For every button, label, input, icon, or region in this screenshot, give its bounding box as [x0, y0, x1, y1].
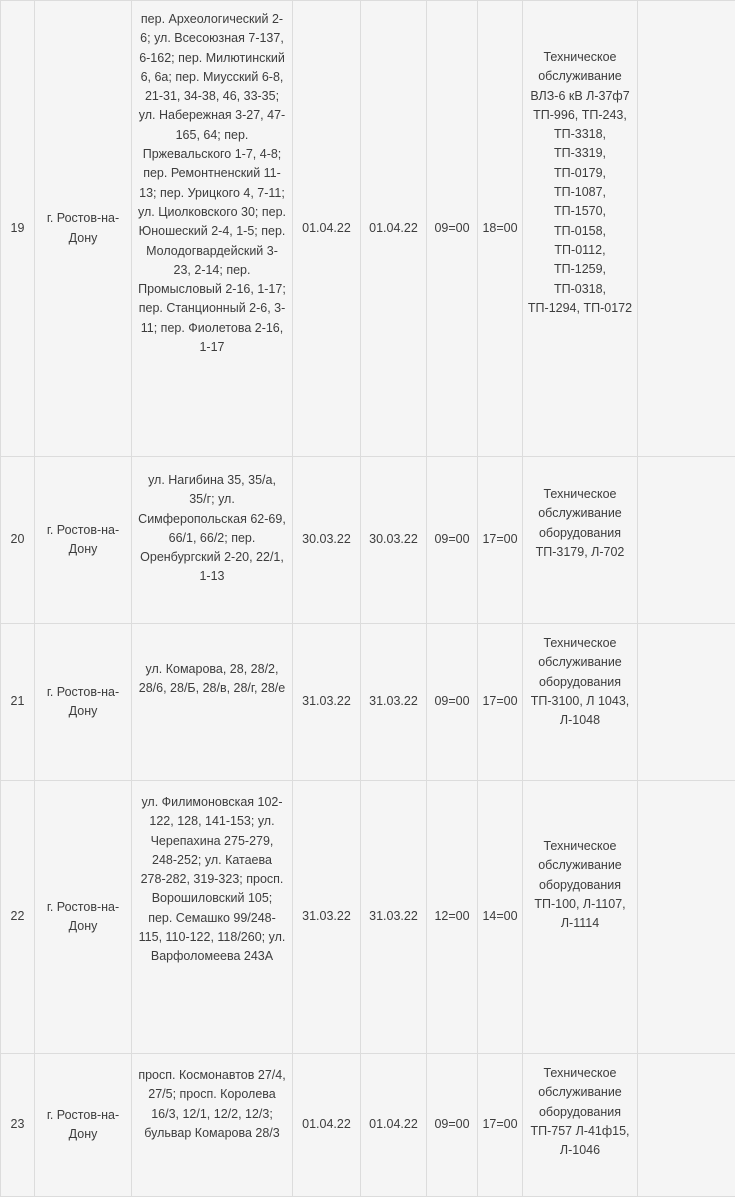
date-start-cell: 31.03.22 — [293, 624, 361, 781]
address-cell: ул. Нагибина 35, 35/а, 35/г; ул. Симферопольская 62-69, 66/1, 66/2; пер. Оренбургский 2-20, 22/1, 1-13 — [132, 457, 293, 624]
work-description-cell: Техническое обслуживание оборудования ТП-757 Л-41ф15, Л-1046 — [523, 1054, 638, 1197]
address-cell: пер. Археологический 2-6; ул. Всесоюзная 7-137, 6-162; пер. Милютинский 6, 6а; пер. Миусский 6-8, 21-31, 34-38, 46, 33-35; ул. Набережная 3-27, 47-165, 64; пер. Пржевальского 1-7, 4-8; пер. Ремонтненский 11-13; пер. Урицкого 4, 7-11; ул. Циолковского 30; пер. Юношеский 2-4, 1-5; пер. Молодогвардейский 3-23, 2-14; пер. Промысловый 2-16, 1-17; пер. Станционный 2-6, 3-11; пер. Фиолетова 2-16, 1-17 — [132, 1, 293, 457]
empty-cell — [638, 1, 735, 457]
date-start-cell: 01.04.22 — [293, 1, 361, 457]
table-row — [1, 624, 735, 781]
table-row — [1, 1, 735, 457]
empty-cell — [638, 781, 735, 1054]
time-end-cell: 18=00 — [478, 1, 523, 457]
city-cell: г. Ростов-на-Дону — [35, 1, 132, 457]
date-end-cell: 01.04.22 — [361, 1054, 427, 1197]
row-number: 20 — [1, 457, 35, 624]
city-cell: г. Ростов-на-Дону — [35, 457, 132, 624]
date-end-cell: 31.03.22 — [361, 624, 427, 781]
address-cell: просп. Космонавтов 27/4, 27/5; просп. Королева 16/3, 12/1, 12/2, 12/3; бульвар Комарова 28/3 — [132, 1054, 293, 1197]
time-start-cell: 09=00 — [427, 1, 478, 457]
time-end-cell: 17=00 — [478, 624, 523, 781]
table-row — [1, 781, 735, 1054]
time-end-cell: 17=00 — [478, 1054, 523, 1197]
empty-cell — [638, 624, 735, 781]
empty-cell — [638, 457, 735, 624]
date-end-cell: 31.03.22 — [361, 781, 427, 1054]
time-end-cell: 17=00 — [478, 457, 523, 624]
time-end-cell: 14=00 — [478, 781, 523, 1054]
city-cell: г. Ростов-на-Дону — [35, 624, 132, 781]
empty-cell — [638, 1054, 735, 1197]
row-number: 21 — [1, 624, 35, 781]
row-number: 19 — [1, 1, 35, 457]
work-description-cell: Техническое обслуживание оборудования ТП-3179, Л-702 — [523, 457, 638, 624]
date-end-cell: 01.04.22 — [361, 1, 427, 457]
table-row — [1, 457, 735, 624]
work-description-cell: Техническое обслуживание ВЛЗ-6 кВ Л-37ф7 ТП-996, ТП-243, ТП-3318, ТП-3319, ТП-0179, ТП-1087, ТП-1570, ТП-0158, ТП-0112, ТП-1259, ТП-0318, ТП-1294, ТП-0172 — [523, 1, 638, 457]
date-start-cell: 30.03.22 — [293, 457, 361, 624]
date-start-cell: 01.04.22 — [293, 1054, 361, 1197]
time-start-cell: 12=00 — [427, 781, 478, 1054]
date-start-cell: 31.03.22 — [293, 781, 361, 1054]
table-row — [1, 1054, 735, 1197]
time-start-cell: 09=00 — [427, 457, 478, 624]
time-start-cell: 09=00 — [427, 1054, 478, 1197]
row-number: 22 — [1, 781, 35, 1054]
address-cell: ул. Филимоновская 102-122, 128, 141-153; ул. Черепахина 275-279, 248-252; ул. Катаева 278-282, 319-323; просп. Ворошиловский 105; пер. Семашко 99/248-115, 110-122, 118/260; ул. Варфоломеева 243А — [132, 781, 293, 1054]
city-cell: г. Ростов-на-Дону — [35, 781, 132, 1054]
work-description-cell: Техническое обслуживание оборудования ТП-100, Л-1107, Л-1114 — [523, 781, 638, 1054]
work-description-cell: Техническое обслуживание оборудования ТП-3100, Л 1043, Л-1048 — [523, 624, 638, 781]
city-cell: г. Ростов-на-Дону — [35, 1054, 132, 1197]
address-cell: ул. Комарова, 28, 28/2, 28/6, 28/Б, 28/в, 28/г, 28/е — [132, 624, 293, 781]
row-number: 23 — [1, 1054, 35, 1197]
date-end-cell: 30.03.22 — [361, 457, 427, 624]
time-start-cell: 09=00 — [427, 624, 478, 781]
